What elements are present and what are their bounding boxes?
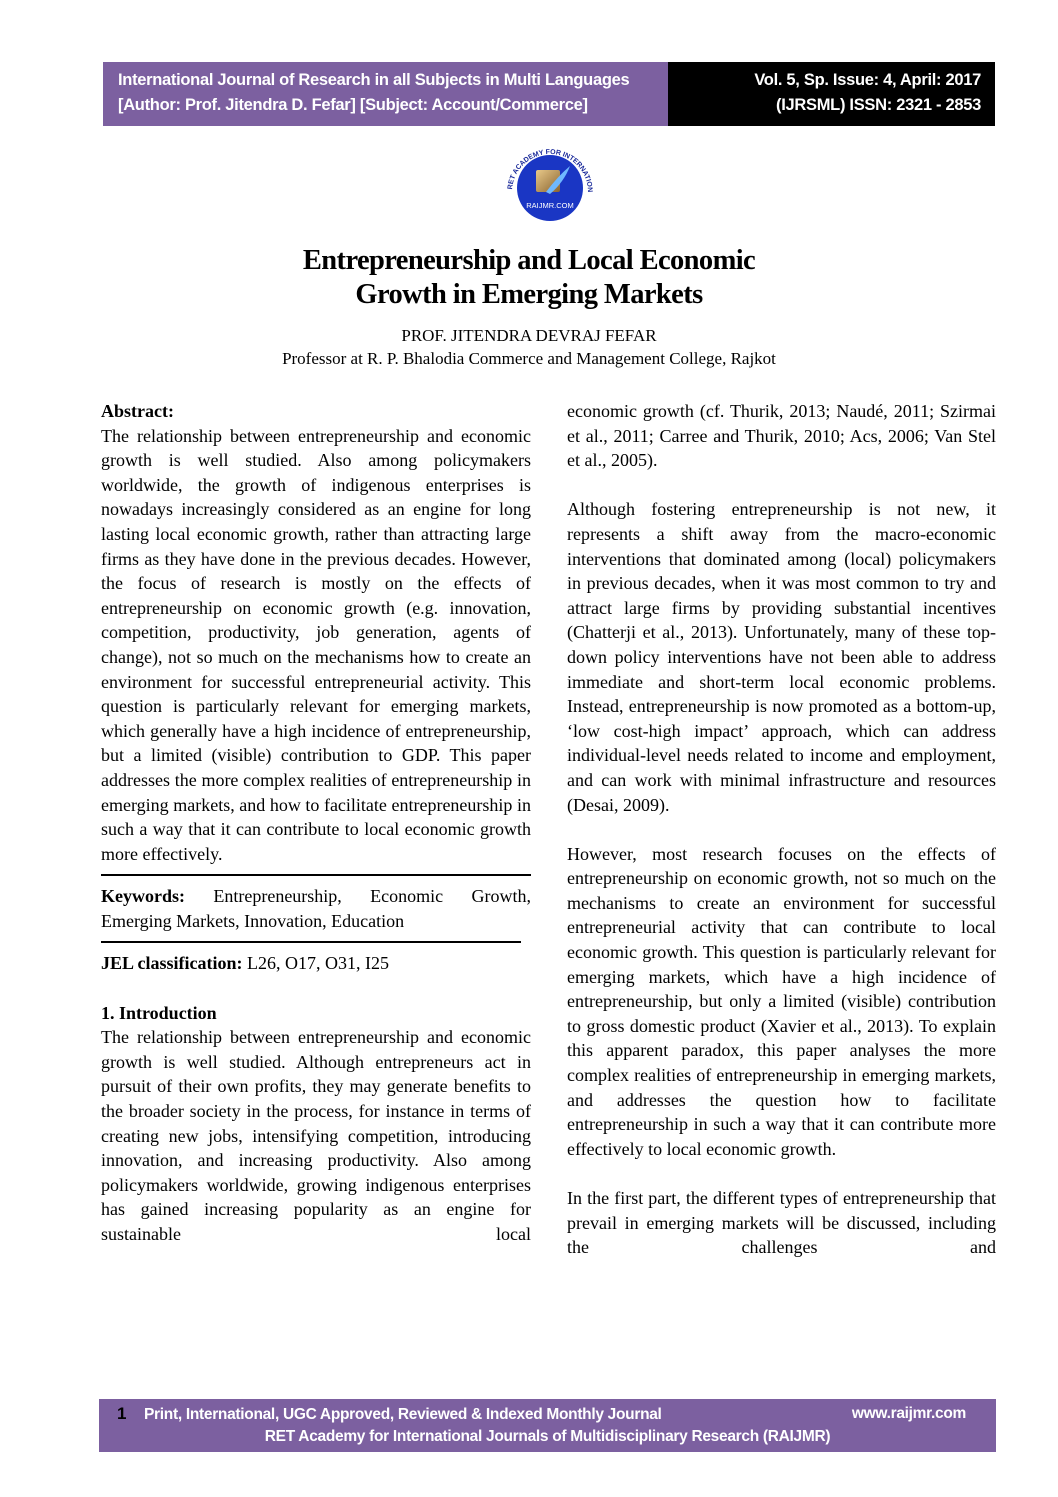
footer-website-link[interactable]: www.raijmr.com (851, 1405, 966, 1422)
jel-classification (101, 951, 531, 976)
journal-footer (99, 1399, 996, 1452)
jel-codes: L26, O17, O31, I25 (242, 953, 390, 974)
logo-emblem-icon (494, 136, 606, 236)
author-subject: [Author: Prof. Jitendra D. Fefar] [Subject: Account/Commerce] (118, 96, 588, 114)
divider-rule (101, 941, 521, 943)
title-line-2: Growth in Emerging Markets (355, 279, 703, 310)
logo-ring-text: RET ACADEMY FOR INTERNATION (507, 148, 594, 193)
introduction-heading: 1. Introduction (101, 1002, 217, 1023)
logo-center-text: RAIJMR.COM (526, 201, 574, 210)
intro-paragraph-3: However, most research focuses on the effects of entrepreneurship on economic growth, not so much on the mechanisms to create an environment for successful entrepreneurial activity that can contribute to local economic growth. This question is particularly relevant for emerging markets, which have a high incidence of entrepreneurship, but only a limited (visible) contribution to gross domestic product (Xavier et al., 2013). To explain this apparent paradox, this paper analyses the more complex realities of entrepreneurship in emerging markets, and addresses the question how to facilitate entrepreneurship in such a way that it can contribute more effectively to local economic growth. (567, 843, 996, 1159)
keywords (101, 884, 531, 933)
page-number: 1 (117, 1404, 127, 1423)
footer-publisher: RET Academy for International Journals of Multidisciplinary Research (RAIJMR) (264, 1428, 831, 1445)
abstract-heading: Abstract: (101, 401, 174, 421)
paper-author: PROF. JITENDRA DEVRAJ FEFAR (401, 326, 657, 345)
footer-description: Print, International, UGC Approved, Reviewed & Indexed Monthly Journal (144, 1406, 662, 1423)
journal-header (103, 62, 995, 126)
header-issue-block (668, 62, 995, 126)
journal-name: International Journal of Research in all Subjects in Multi Languages (118, 71, 630, 89)
raijmr-logo (494, 136, 606, 236)
volume-issue: Vol. 5, Sp. Issue: 4, April: 2017 (754, 71, 981, 89)
author-affiliation: Professor at R. P. Bhalodia Commerce and Management College, Rajkot (282, 349, 776, 368)
introduction-text-left: The relationship between entrepreneurship and economic growth is well studied. Although entrepreneurs act in pursuit of their own profits, they may generate benefits to the broader society in the process, for instance in terms of creating new jobs, intensifying competition, introducing innovation, and increasing productivity. Also among policymakers worldwide, growing indigenous enterprises has gained increasing popularity as an engine for sustainable local (101, 1027, 531, 1244)
intro-paragraph-continued: economic growth (cf. Thurik, 2013; Naudé, 2011; Szirmai et al., 2011; Carree and Thurik, 2010; Acs, 2006; Van Stel et al., 2005). (567, 401, 996, 471)
paper-title (0, 244, 1058, 312)
left-column (101, 399, 531, 1247)
header-journal-block (103, 62, 668, 126)
right-column (567, 399, 996, 1260)
intro-paragraph-4: In the first part, the different types of entrepreneurship that prevail in emerging markets will be discussed, including the challenges and (567, 1188, 996, 1258)
title-line-1: Entrepreneurship and Local Economic (302, 245, 756, 276)
divider-rule (101, 874, 531, 876)
issn: (IJRSML) ISSN: 2321 - 2853 (776, 96, 981, 114)
keywords-label: Keywords: (101, 886, 185, 907)
abstract-text: The relationship between entrepreneurship and economic growth is well studied. Also among policymakers worldwide, the growth of indigenous enterprises is nowadays increasingly considered as an engine for long lasting local economic growth, rather than attracting large firms as they have done in the previous decades. However, the focus of research is mostly on the effects of entrepreneurship on economic growth (e.g. innovation, competition, productivity, job generation, agents of change), not so much on the mechanisms how to create an environment for successful entrepreneurial activity. This question is particularly relevant for emerging markets, which generally have a high incidence of entrepreneurship, but a limited (visible) contribution to GDP. This paper addresses the more complex realities of entrepreneurship in emerging markets, and how to facilitate entrepreneurship in such a way that it can contribute to local economic growth more effectively. (101, 425, 531, 864)
footer-row (117, 1403, 966, 1426)
keywords-text: Entrepreneurship, Economic Growth, Emerging Markets, Innovation, Education (101, 886, 531, 931)
intro-paragraph-2: Although fostering entrepreneurship is not new, it represents a shift away from the macro-economic interventions that dominated among (local) policymakers in previous decades, when it was most common to try and attract large firms by providing substantial incentives (Chatterji et al., 2013). Unfortunately, many of these top-down policy interventions have not been able to address immediate and short-term local economic problems. Instead, entrepreneurship is now promoted as a bottom-up, ‘low cost-high impact’ approach, which can address individual-level needs related to income and employment, and can work with minimal infrastructure and resources (Desai, 2009). (567, 499, 996, 815)
jel-label: JEL classification: (101, 953, 243, 974)
